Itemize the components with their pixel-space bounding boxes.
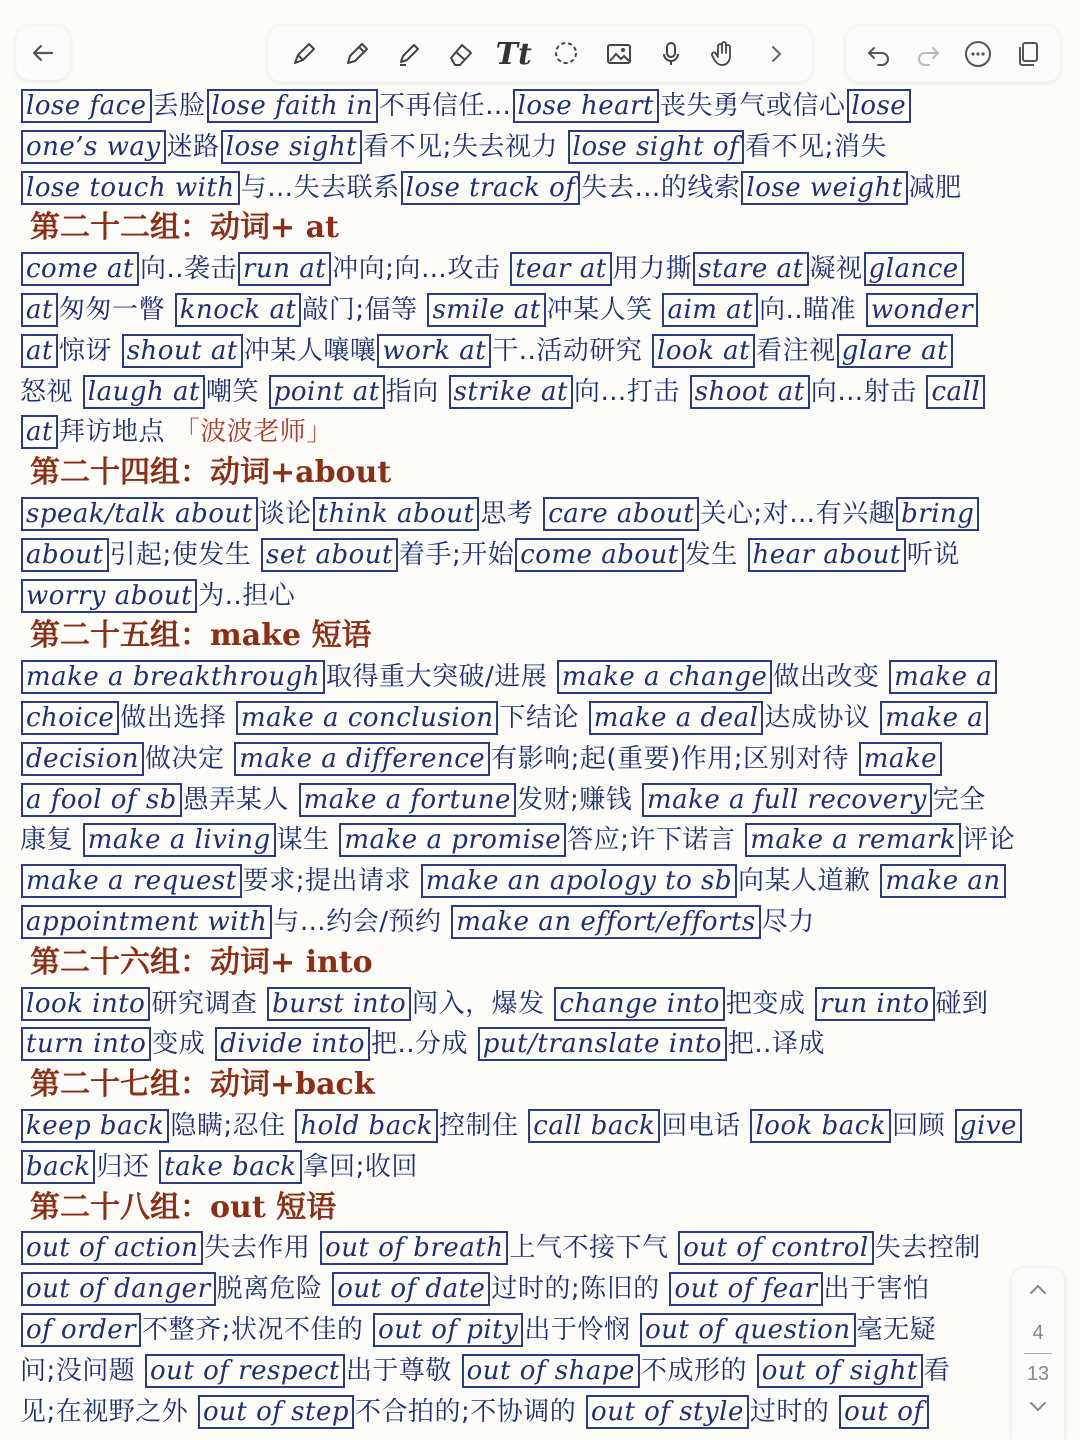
boxed-phrase: out of step	[198, 1395, 354, 1429]
boxed-phrase: out of shape	[462, 1354, 640, 1388]
boxed-phrase: shoot at	[690, 375, 810, 409]
phrase-meaning: 回顾	[892, 1110, 954, 1141]
redo-icon	[913, 39, 943, 69]
phrase-meaning: 问;没问题	[20, 1355, 145, 1386]
chevron-up-icon	[1026, 1278, 1050, 1302]
phrase-meaning: 冲某人嚷嚷	[243, 335, 377, 366]
boxed-phrase: lose touch with	[21, 171, 240, 205]
phrase-meaning: 做决定	[144, 743, 234, 774]
phrase-meaning: 归还	[96, 1151, 159, 1182]
boxed-phrase: out of question	[640, 1313, 855, 1347]
phrase-meaning: 看不见;失去视力	[363, 131, 567, 162]
heading-text: 第二十六组：动词+ into	[30, 944, 373, 980]
phrase-meaning: 向某人道歉	[738, 866, 880, 897]
boxed-phrase: lose faith in	[207, 89, 378, 123]
phrase-meaning: 愚弄某人	[182, 784, 298, 815]
note-line	[20, 494, 1060, 535]
boxed-phrase: out of date	[332, 1272, 490, 1306]
heading-text: 第二十四组：动词+about	[30, 455, 392, 491]
boxed-phrase: take back	[159, 1150, 301, 1184]
hand-tool[interactable]	[703, 34, 743, 74]
phrase-meaning: 谈论	[258, 498, 312, 529]
phrase-meaning: 做出改变	[773, 662, 889, 693]
note-line	[20, 1351, 1060, 1392]
phrase-meaning: 冲某人笑	[546, 294, 662, 325]
phrase-meaning: 康复	[20, 825, 82, 856]
phrase-meaning: 谋生	[276, 825, 339, 856]
boxed-phrase: keep back	[21, 1109, 169, 1143]
note-page[interactable]	[20, 86, 1060, 1432]
phrase-meaning: 干..活动研究	[492, 335, 651, 366]
boxed-phrase: look back	[750, 1109, 891, 1143]
phrase-meaning: 失去控制	[874, 1233, 981, 1264]
pages-icon	[1012, 39, 1042, 69]
boxed-phrase: one’s way	[21, 130, 166, 164]
boxed-phrase: a fool of sb	[21, 783, 182, 817]
boxed-phrase: out of sight	[757, 1354, 923, 1388]
boxed-phrase: work at	[377, 334, 491, 368]
boxed-phrase: at	[21, 293, 58, 327]
phrase-meaning: 见;在视野之外	[20, 1396, 198, 1427]
phrase-meaning: 毫无疑	[856, 1314, 937, 1345]
boxed-phrase: think about	[313, 497, 480, 531]
group-heading	[20, 1065, 1060, 1106]
phrase-meaning: 指向	[385, 376, 448, 407]
chevron-right-icon	[761, 39, 791, 69]
phrase-meaning: 不合拍的;不协调的	[355, 1396, 586, 1427]
phrase-meaning: 下结论	[499, 702, 588, 733]
boxed-phrase: out of control	[678, 1231, 873, 1265]
phrase-meaning: 拿回;收回	[302, 1151, 418, 1182]
boxed-phrase: set about	[261, 538, 398, 572]
boxed-phrase: out of pity	[373, 1313, 523, 1347]
phrase-meaning: 把..译成	[727, 1029, 825, 1060]
boxed-phrase: make a remark	[745, 823, 961, 857]
phrase-meaning: 答应;许下诺言	[567, 825, 745, 856]
boxed-phrase: out of breath	[320, 1231, 508, 1265]
note-line	[20, 861, 1060, 902]
note-line	[20, 1269, 1060, 1310]
boxed-phrase: care about	[543, 497, 699, 531]
boxed-phrase: make a	[880, 701, 988, 735]
phrase-meaning: 尽力	[761, 906, 815, 937]
phrase-meaning: 出于尊敬	[345, 1355, 461, 1386]
boxed-phrase: strike at	[449, 375, 573, 409]
boxed-phrase: at	[21, 415, 58, 449]
phrase-meaning: 向..瞄准	[759, 294, 865, 325]
phrase-meaning: 取得重大突破/进展	[325, 662, 556, 693]
boxed-phrase: lose	[847, 89, 912, 123]
boxed-phrase: shout at	[122, 334, 243, 368]
phrase-meaning: 上气不接下气	[509, 1233, 678, 1264]
phrase-meaning: 与…失去联系	[240, 172, 400, 203]
boxed-phrase: about	[21, 538, 109, 572]
boxed-phrase: bring	[896, 497, 979, 531]
boxed-phrase: make	[859, 742, 942, 776]
phrase-meaning: 看注视	[756, 335, 836, 366]
heading-text: 第二十二组：动词+ at	[30, 210, 339, 246]
note-line	[20, 1024, 1060, 1065]
phrase-meaning: 迷路	[166, 131, 220, 162]
phrase-meaning: 冲向;向…攻击	[332, 254, 510, 285]
boxed-phrase: smile at	[427, 293, 545, 327]
hand-icon	[708, 39, 738, 69]
phrase-meaning: 变成	[152, 1029, 215, 1060]
boxed-phrase: run into	[815, 987, 934, 1021]
boxed-phrase: out of danger	[21, 1272, 216, 1306]
group-heading	[20, 453, 1060, 494]
phrase-meaning: 研究调查	[151, 988, 267, 1019]
heading-text: 第二十五组：make 短语	[30, 618, 372, 654]
note-line	[20, 1147, 1060, 1188]
boxed-phrase: out of style	[586, 1395, 749, 1429]
undo-icon	[864, 39, 894, 69]
note-line	[20, 739, 1060, 780]
phrase-meaning: 凝视	[809, 254, 863, 285]
boxed-phrase: make an apology to sb	[421, 864, 737, 898]
text-tool[interactable]	[494, 34, 534, 74]
phrase-meaning: 过时的;陈旧的	[491, 1274, 669, 1305]
note-line	[20, 372, 1060, 413]
phrase-meaning: 隐瞒;忍住	[170, 1110, 295, 1141]
boxed-phrase: make a request	[21, 864, 242, 898]
boxed-phrase: make a	[889, 660, 997, 694]
boxed-phrase: divide into	[215, 1027, 370, 1061]
boxed-phrase: make an	[880, 864, 1005, 898]
phrase-meaning: 拜访地点	[58, 417, 174, 448]
phrase-meaning: 看	[923, 1355, 951, 1386]
boxed-phrase: glare at	[837, 334, 954, 368]
boxed-phrase: call	[926, 375, 985, 409]
total-pages-number: 13	[1026, 1363, 1050, 1385]
highlighter-icon	[394, 39, 424, 69]
boxed-phrase: decision	[21, 742, 144, 776]
phrase-meaning: 思考	[480, 498, 543, 529]
page-separator	[1024, 1353, 1052, 1354]
boxed-phrase: look into	[21, 987, 150, 1021]
phrase-meaning: 过时的	[749, 1396, 839, 1427]
phrase-meaning: 看不见;消失	[745, 131, 887, 162]
phrase-meaning: 听说	[906, 539, 960, 570]
image-icon	[604, 39, 634, 69]
chevron-down-icon	[1026, 1394, 1050, 1418]
eraser-tool[interactable]	[441, 34, 481, 74]
note-line	[20, 698, 1060, 739]
boxed-phrase: hold back	[295, 1109, 438, 1143]
author-note: 「波波老师」	[173, 417, 333, 448]
note-line	[20, 249, 1060, 290]
redo-button[interactable]	[908, 34, 948, 74]
phrase-meaning: 匆匆一瞥	[58, 294, 174, 325]
boxed-phrase: make a breakthrough	[21, 660, 325, 694]
note-line	[20, 535, 1060, 576]
phrase-meaning: 发生	[684, 539, 747, 570]
lasso-icon	[551, 39, 581, 69]
pages-button[interactable]	[1007, 34, 1047, 74]
phrase-meaning: 出于害怕	[823, 1274, 930, 1305]
boxed-phrase: lose sight of	[568, 130, 745, 164]
note-line	[20, 576, 1060, 617]
boxed-phrase: burst into	[267, 987, 411, 1021]
note-line	[20, 168, 1060, 209]
boxed-phrase: call back	[528, 1109, 660, 1143]
boxed-phrase: appointment with	[21, 905, 272, 939]
heading-text: 第二十七组：动词+back	[30, 1067, 375, 1103]
boxed-phrase: out of fear	[669, 1272, 822, 1306]
boxed-phrase: make a difference	[234, 742, 490, 776]
pencil-icon	[342, 39, 372, 69]
pen-icon	[289, 39, 319, 69]
boxed-phrase: hear about	[748, 538, 906, 572]
document-actions	[846, 26, 1060, 82]
lasso-tool[interactable]	[546, 34, 586, 74]
phrase-meaning: 出于怜悯	[524, 1314, 640, 1345]
phrase-meaning: 失去…的线索	[581, 172, 741, 203]
boxed-phrase: wonder	[866, 293, 978, 327]
phrase-meaning: 回电话	[661, 1110, 750, 1141]
text-tool-label: Tt	[495, 36, 532, 72]
note-line	[20, 290, 1060, 331]
note-line	[20, 86, 1060, 127]
note-line	[20, 1106, 1060, 1147]
more-icon	[963, 39, 993, 69]
boxed-phrase: put/translate into	[478, 1027, 727, 1061]
boxed-phrase: run at	[238, 252, 331, 286]
mic-tool[interactable]	[651, 34, 691, 74]
phrase-meaning: 丧失勇气或信心	[659, 91, 846, 121]
phrase-meaning: 用力撕	[612, 254, 693, 285]
note-line	[20, 1228, 1060, 1269]
boxed-phrase: lose heart	[513, 89, 659, 123]
back-button[interactable]	[16, 26, 70, 80]
phrase-meaning: 不整齐;状况不佳的	[142, 1314, 373, 1345]
phrase-meaning: 关心;对…有兴趣	[700, 498, 896, 529]
highlighter-tool[interactable]	[389, 34, 429, 74]
note-line	[20, 1392, 1060, 1433]
group-heading	[20, 208, 1060, 249]
note-line	[20, 657, 1060, 698]
pen-tool[interactable]	[284, 34, 324, 74]
mic-icon	[656, 39, 686, 69]
boxed-phrase: knock at	[175, 293, 302, 327]
boxed-phrase: worry about	[21, 579, 197, 613]
note-line	[20, 780, 1060, 821]
boxed-phrase: make a deal	[589, 701, 764, 735]
note-line	[20, 902, 1060, 943]
phrase-meaning: 引起;使发生	[109, 539, 261, 570]
phrase-meaning: 不成形的	[640, 1355, 756, 1386]
boxed-phrase: lose weight	[741, 171, 907, 205]
note-line	[20, 1310, 1060, 1351]
image-tool[interactable]	[599, 34, 639, 74]
boxed-phrase: out of action	[21, 1231, 203, 1265]
boxed-phrase: make a full recovery	[642, 783, 932, 817]
undo-button[interactable]	[859, 34, 899, 74]
current-page-number: 4	[1032, 1322, 1044, 1344]
boxed-phrase: turn into	[21, 1027, 151, 1061]
boxed-phrase: laugh at	[83, 375, 205, 409]
phrase-meaning: 失去作用	[204, 1233, 320, 1264]
boxed-phrase: make a promise	[339, 823, 566, 857]
note-line	[20, 820, 1060, 861]
phrase-meaning: 有影响;起(重要)作用;区别对待	[491, 743, 858, 774]
boxed-phrase: change into	[554, 987, 725, 1021]
phrase-meaning: 怒视	[20, 376, 82, 407]
phrase-meaning: 完全	[932, 784, 986, 815]
phrase-meaning: 向…射击	[810, 376, 926, 407]
phrase-meaning: 脱离危险	[216, 1274, 332, 1305]
note-line	[20, 331, 1060, 372]
phrase-meaning: 达成协议	[764, 702, 880, 733]
heading-text: 第二十八组：out 短语	[30, 1189, 337, 1225]
group-heading	[20, 616, 1060, 657]
group-heading	[20, 943, 1060, 984]
boxed-phrase: tear at	[510, 252, 611, 286]
boxed-phrase: stare at	[693, 252, 808, 286]
boxed-phrase: lose track of	[401, 171, 581, 205]
boxed-phrase: make a conclusion	[236, 701, 498, 735]
boxed-phrase: glance	[864, 252, 964, 286]
phrase-meaning: 丢脸	[152, 91, 206, 121]
boxed-phrase: lose sight	[221, 130, 362, 164]
phrase-meaning: 把变成	[725, 988, 815, 1019]
phrase-meaning: 做出选择	[120, 702, 235, 733]
boxed-phrase: look at	[652, 334, 755, 368]
boxed-phrase: come about	[515, 538, 684, 572]
phrase-meaning: 与…约会/预约	[273, 906, 451, 937]
boxed-phrase: come at	[21, 252, 139, 286]
page-down-button[interactable]	[1026, 1394, 1050, 1423]
phrase-meaning: 控制住	[439, 1110, 528, 1141]
phrase-meaning: 把..分成	[370, 1029, 477, 1060]
note-line	[20, 127, 1060, 168]
note-line	[20, 984, 1060, 1025]
boxed-phrase: lose face	[21, 89, 152, 123]
phrase-meaning: 减肥	[908, 172, 962, 203]
boxed-phrase: out of	[839, 1395, 928, 1429]
phrase-meaning: 嘲笑	[205, 376, 268, 407]
drawing-toolbar	[268, 26, 812, 82]
boxed-phrase: at	[21, 334, 58, 368]
phrase-meaning: 为..担心	[198, 580, 296, 611]
phrase-meaning: 向..袭击	[139, 254, 238, 285]
more-button[interactable]	[958, 34, 998, 74]
boxed-phrase: of order	[21, 1313, 141, 1347]
boxed-phrase: make a fortune	[299, 783, 516, 817]
phrase-meaning: 向…打击	[573, 376, 689, 407]
phrase-meaning: 不再信任…	[378, 91, 512, 121]
group-heading	[20, 1188, 1060, 1229]
back-arrow-icon	[30, 40, 56, 66]
page-up-button[interactable]	[1026, 1278, 1050, 1307]
boxed-phrase: aim at	[662, 293, 758, 327]
phrase-meaning: 发财;赚钱	[516, 784, 641, 815]
pencil-tool[interactable]	[337, 34, 377, 74]
note-line	[20, 412, 1060, 453]
phrase-meaning: 碰到	[935, 988, 989, 1019]
page-navigator	[1012, 1268, 1064, 1440]
phrase-meaning: 要求;提出请求	[242, 866, 420, 897]
boxed-phrase: back	[21, 1150, 95, 1184]
boxed-phrase: out of respect	[145, 1354, 345, 1388]
phrase-meaning: 敲门;偪等	[302, 294, 427, 325]
phrase-meaning: 着手;开始	[398, 539, 515, 570]
boxed-phrase: point at	[269, 375, 385, 409]
more-tools-button[interactable]	[756, 34, 796, 74]
phrase-meaning: 评论	[962, 825, 1016, 856]
boxed-phrase: make a change	[557, 660, 772, 694]
eraser-icon	[446, 39, 476, 69]
boxed-phrase: speak/talk about	[21, 497, 258, 531]
boxed-phrase: choice	[21, 701, 119, 735]
boxed-phrase: give	[955, 1109, 1022, 1143]
boxed-phrase: make a living	[83, 823, 276, 857]
boxed-phrase: make an effort/efforts	[451, 905, 761, 939]
phrase-meaning: 闯入，爆发	[412, 988, 554, 1019]
phrase-meaning: 惊讶	[58, 335, 121, 366]
